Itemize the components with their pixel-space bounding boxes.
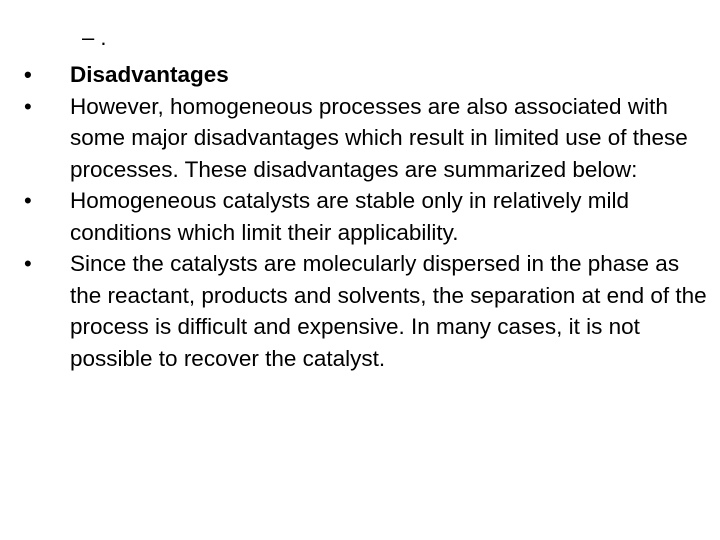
- bullet-separation: [24, 248, 714, 374]
- bullet-icon: •: [24, 62, 32, 87]
- bullet-icon: •: [24, 188, 32, 213]
- bullet-heading-disadvantages: [24, 59, 714, 91]
- bullet-text: Since the catalysts are molecularly dispersed in the phase as the reactant, products and solvents, the separation at end of the process is difficult and expensive. In many cases, it is not possible to recover the catalyst.: [70, 251, 707, 371]
- bullet-icon: •: [24, 93, 32, 119]
- clipped-text-fragment: – .: [82, 26, 107, 50]
- bullet-list: [24, 59, 714, 374]
- bullet-text: Homogeneous catalysts are stable only in relatively mild conditions which limit their applicability.: [70, 188, 630, 245]
- bullet-text: However, homogeneous processes are also associated with some major disadvantages which result in limited use of these processes. These disadvantages are summarized below:: [70, 93, 688, 182]
- bullet-icon: •: [24, 251, 32, 276]
- bullet-intro: [24, 91, 714, 186]
- bullet-text: Disadvantages: [70, 62, 229, 87]
- bullet-stability: [24, 185, 714, 248]
